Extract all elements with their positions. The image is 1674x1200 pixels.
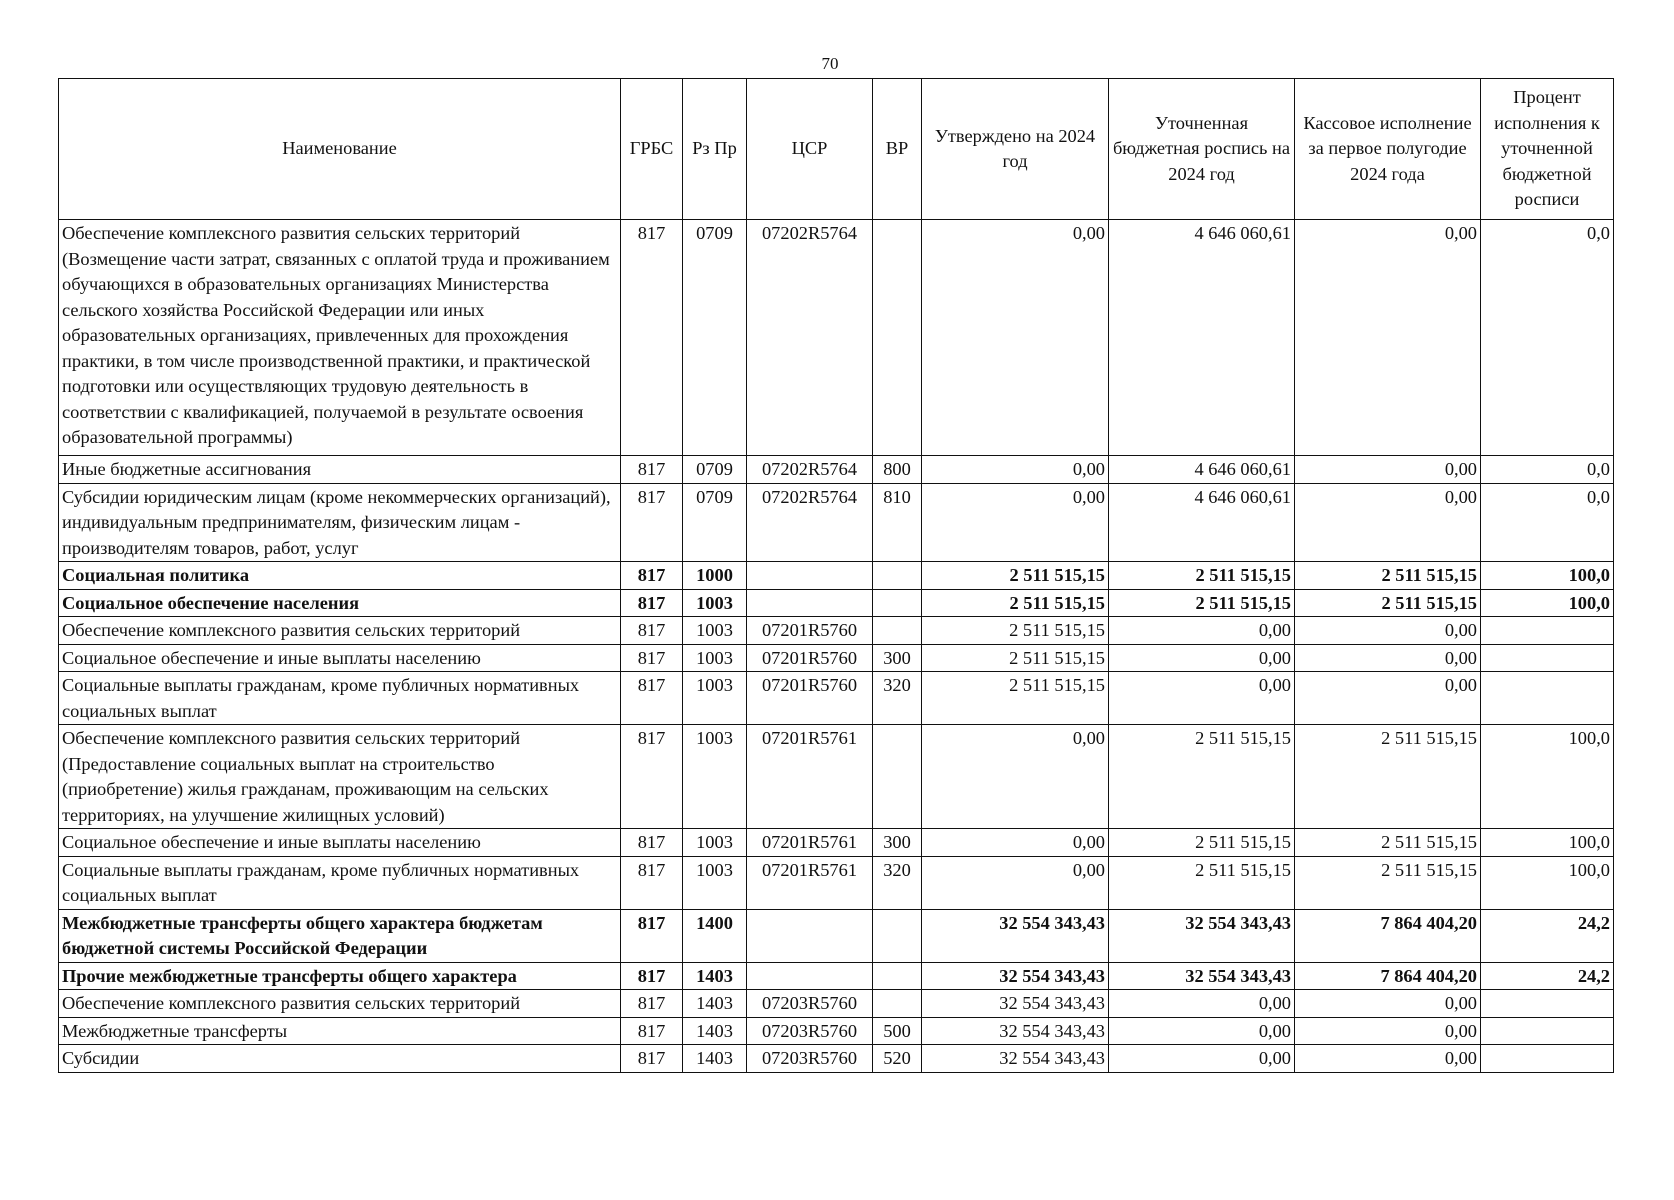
cell-percent [1481, 1017, 1614, 1045]
cell-csr: 07201R5760 [747, 644, 873, 672]
cell-approved: 0,00 [922, 856, 1109, 909]
table-row [59, 672, 1614, 725]
cell-refined: 2 511 515,15 [1109, 829, 1295, 857]
cell-refined: 0,00 [1109, 617, 1295, 645]
table-row [59, 1045, 1614, 1073]
cell-refined: 2 511 515,15 [1109, 589, 1295, 617]
cell-cash: 2 511 515,15 [1295, 589, 1481, 617]
cell-refined: 0,00 [1109, 1017, 1295, 1045]
cell-rzpr: 1003 [683, 617, 747, 645]
cell-name: Иные бюджетные ассигнования [59, 456, 621, 484]
cell-grbs: 817 [621, 962, 683, 990]
cell-csr: 07201R5760 [747, 617, 873, 645]
cell-grbs: 817 [621, 856, 683, 909]
header-approved: Утверждено на 2024 год [922, 79, 1109, 220]
budget-table [58, 78, 1614, 1073]
cell-grbs: 817 [621, 589, 683, 617]
cell-grbs: 817 [621, 644, 683, 672]
cell-percent: 0,0 [1481, 220, 1614, 456]
cell-rzpr: 0709 [683, 483, 747, 562]
cell-rzpr: 1403 [683, 1017, 747, 1045]
cell-approved: 0,00 [922, 725, 1109, 829]
cell-csr: 07203R5760 [747, 990, 873, 1018]
cell-vr [873, 909, 922, 962]
table-row [59, 1017, 1614, 1045]
cell-name: Межбюджетные трансферты общего характера бюджетам бюджетной системы Российской Федерации [59, 909, 621, 962]
table-row [59, 589, 1614, 617]
table-row [59, 562, 1614, 590]
cell-grbs: 817 [621, 220, 683, 456]
header-csr: ЦСР [747, 79, 873, 220]
cell-refined: 32 554 343,43 [1109, 909, 1295, 962]
page-number: 70 [821, 54, 839, 73]
cell-vr: 500 [873, 1017, 922, 1045]
cell-csr: 07201R5761 [747, 856, 873, 909]
header-cash: Кассовое исполнение за первое полугодие 2024 года [1295, 79, 1481, 220]
cell-vr: 810 [873, 483, 922, 562]
cell-rzpr: 1400 [683, 909, 747, 962]
cell-rzpr: 1003 [683, 725, 747, 829]
cell-vr [873, 962, 922, 990]
cell-rzpr: 1003 [683, 589, 747, 617]
cell-name: Обеспечение комплексного развития сельских территорий (Возмещение части затрат, связанных с оплатой труда и проживанием обучающихся в образовательных организациях Министерства сельского хозяйства Российской Федерации или иных образовательных организациях, привлеченных для прохождения практики, в том числе производственной практики, и практической подготовки или осуществляющих трудовую деятельность в соответствии с квалификацией, получаемой в результате освоения образовательной программы) [59, 220, 621, 456]
cell-refined: 0,00 [1109, 672, 1295, 725]
cell-csr [747, 562, 873, 590]
cell-csr [747, 909, 873, 962]
table-row [59, 644, 1614, 672]
cell-percent: 100,0 [1481, 589, 1614, 617]
cell-csr: 07201R5760 [747, 672, 873, 725]
cell-vr: 300 [873, 644, 922, 672]
cell-percent: 0,0 [1481, 456, 1614, 484]
cell-grbs: 817 [621, 1017, 683, 1045]
cell-grbs: 817 [621, 617, 683, 645]
cell-rzpr: 1403 [683, 990, 747, 1018]
cell-cash: 0,00 [1295, 483, 1481, 562]
cell-grbs: 817 [621, 725, 683, 829]
cell-vr [873, 220, 922, 456]
cell-rzpr: 1403 [683, 962, 747, 990]
cell-cash: 2 511 515,15 [1295, 562, 1481, 590]
cell-cash: 2 511 515,15 [1295, 725, 1481, 829]
cell-name: Социальные выплаты гражданам, кроме публичных нормативных социальных выплат [59, 856, 621, 909]
cell-grbs: 817 [621, 1045, 683, 1073]
table-row [59, 617, 1614, 645]
cell-cash: 0,00 [1295, 456, 1481, 484]
cell-grbs: 817 [621, 456, 683, 484]
cell-vr: 520 [873, 1045, 922, 1073]
cell-name: Социальное обеспечение и иные выплаты населению [59, 644, 621, 672]
cell-cash: 0,00 [1295, 1017, 1481, 1045]
cell-percent [1481, 617, 1614, 645]
cell-approved: 2 511 515,15 [922, 562, 1109, 590]
cell-vr: 300 [873, 829, 922, 857]
cell-refined: 0,00 [1109, 990, 1295, 1018]
table-row [59, 725, 1614, 829]
cell-percent [1481, 1045, 1614, 1073]
table-row [59, 456, 1614, 484]
table-row [59, 856, 1614, 909]
cell-percent: 100,0 [1481, 856, 1614, 909]
cell-refined: 32 554 343,43 [1109, 962, 1295, 990]
cell-csr: 07203R5760 [747, 1017, 873, 1045]
cell-refined: 0,00 [1109, 644, 1295, 672]
cell-approved: 32 554 343,43 [922, 909, 1109, 962]
cell-name: Субсидии юридическим лицам (кроме некоммерческих организаций), индивидуальным предпринимателям, физическим лицам - производителям товаров, работ, услуг [59, 483, 621, 562]
cell-csr: 07202R5764 [747, 483, 873, 562]
cell-percent: 24,2 [1481, 962, 1614, 990]
cell-cash: 0,00 [1295, 644, 1481, 672]
header-vr: ВР [873, 79, 922, 220]
cell-cash: 7 864 404,20 [1295, 962, 1481, 990]
cell-rzpr: 1003 [683, 644, 747, 672]
cell-grbs: 817 [621, 829, 683, 857]
cell-approved: 0,00 [922, 829, 1109, 857]
cell-percent [1481, 644, 1614, 672]
cell-csr [747, 589, 873, 617]
header-rzpr: Рз Пр [683, 79, 747, 220]
table-body [59, 220, 1614, 1073]
cell-refined: 0,00 [1109, 1045, 1295, 1073]
cell-refined: 4 646 060,61 [1109, 456, 1295, 484]
cell-approved: 32 554 343,43 [922, 962, 1109, 990]
cell-rzpr: 0709 [683, 220, 747, 456]
cell-name: Прочие межбюджетные трансферты общего характера [59, 962, 621, 990]
cell-rzpr: 1000 [683, 562, 747, 590]
header-refined: Уточненная бюджетная роспись на 2024 год [1109, 79, 1295, 220]
cell-vr [873, 562, 922, 590]
cell-rzpr: 1003 [683, 829, 747, 857]
cell-rzpr: 0709 [683, 456, 747, 484]
cell-cash: 2 511 515,15 [1295, 856, 1481, 909]
table-row [59, 962, 1614, 990]
cell-grbs: 817 [621, 483, 683, 562]
header-name: Наименование [59, 79, 621, 220]
cell-cash: 0,00 [1295, 990, 1481, 1018]
table-row [59, 829, 1614, 857]
cell-approved: 2 511 515,15 [922, 644, 1109, 672]
cell-rzpr: 1003 [683, 856, 747, 909]
cell-approved: 2 511 515,15 [922, 672, 1109, 725]
cell-percent: 0,0 [1481, 483, 1614, 562]
cell-approved: 32 554 343,43 [922, 1045, 1109, 1073]
cell-vr: 320 [873, 856, 922, 909]
cell-grbs: 817 [621, 562, 683, 590]
cell-vr [873, 725, 922, 829]
cell-name: Обеспечение комплексного развития сельских территорий [59, 617, 621, 645]
cell-name: Обеспечение комплексного развития сельских территорий [59, 990, 621, 1018]
table-header-row [59, 79, 1614, 220]
cell-grbs: 817 [621, 990, 683, 1018]
cell-grbs: 817 [621, 909, 683, 962]
cell-csr: 07201R5761 [747, 829, 873, 857]
cell-percent: 100,0 [1481, 725, 1614, 829]
cell-approved: 32 554 343,43 [922, 990, 1109, 1018]
cell-csr: 07202R5764 [747, 220, 873, 456]
cell-refined: 2 511 515,15 [1109, 562, 1295, 590]
table-row [59, 990, 1614, 1018]
cell-vr [873, 589, 922, 617]
cell-grbs: 817 [621, 672, 683, 725]
cell-name: Субсидии [59, 1045, 621, 1073]
cell-name: Обеспечение комплексного развития сельских территорий (Предоставление социальных выплат на строительство (приобретение) жилья гражданам, проживающим на сельских территориях, на улучшение жилищных условий) [59, 725, 621, 829]
cell-name: Социальное обеспечение и иные выплаты населению [59, 829, 621, 857]
cell-approved: 2 511 515,15 [922, 617, 1109, 645]
cell-approved: 0,00 [922, 456, 1109, 484]
cell-refined: 2 511 515,15 [1109, 856, 1295, 909]
cell-name: Социальная политика [59, 562, 621, 590]
cell-vr: 320 [873, 672, 922, 725]
cell-refined: 4 646 060,61 [1109, 483, 1295, 562]
cell-name: Межбюджетные трансферты [59, 1017, 621, 1045]
table-row [59, 220, 1614, 456]
cell-cash: 0,00 [1295, 672, 1481, 725]
cell-percent: 100,0 [1481, 562, 1614, 590]
cell-approved: 0,00 [922, 220, 1109, 456]
cell-approved: 0,00 [922, 483, 1109, 562]
header-percent: Процент исполнения к уточненной бюджетной росписи [1481, 79, 1614, 220]
cell-refined: 4 646 060,61 [1109, 220, 1295, 456]
cell-vr [873, 617, 922, 645]
table-row [59, 483, 1614, 562]
cell-cash: 0,00 [1295, 220, 1481, 456]
cell-csr: 07203R5760 [747, 1045, 873, 1073]
cell-cash: 0,00 [1295, 1045, 1481, 1073]
cell-vr [873, 990, 922, 1018]
cell-approved: 32 554 343,43 [922, 1017, 1109, 1045]
cell-vr: 800 [873, 456, 922, 484]
cell-name: Социальные выплаты гражданам, кроме публичных нормативных социальных выплат [59, 672, 621, 725]
cell-cash: 7 864 404,20 [1295, 909, 1481, 962]
cell-csr: 07202R5764 [747, 456, 873, 484]
cell-percent: 100,0 [1481, 829, 1614, 857]
cell-percent [1481, 672, 1614, 725]
header-grbs: ГРБС [621, 79, 683, 220]
cell-refined: 2 511 515,15 [1109, 725, 1295, 829]
cell-csr: 07201R5761 [747, 725, 873, 829]
cell-percent [1481, 990, 1614, 1018]
table-row [59, 909, 1614, 962]
cell-cash: 2 511 515,15 [1295, 829, 1481, 857]
cell-rzpr: 1403 [683, 1045, 747, 1073]
cell-cash: 0,00 [1295, 617, 1481, 645]
cell-percent: 24,2 [1481, 909, 1614, 962]
cell-approved: 2 511 515,15 [922, 589, 1109, 617]
cell-rzpr: 1003 [683, 672, 747, 725]
cell-name: Социальное обеспечение населения [59, 589, 621, 617]
cell-csr [747, 962, 873, 990]
